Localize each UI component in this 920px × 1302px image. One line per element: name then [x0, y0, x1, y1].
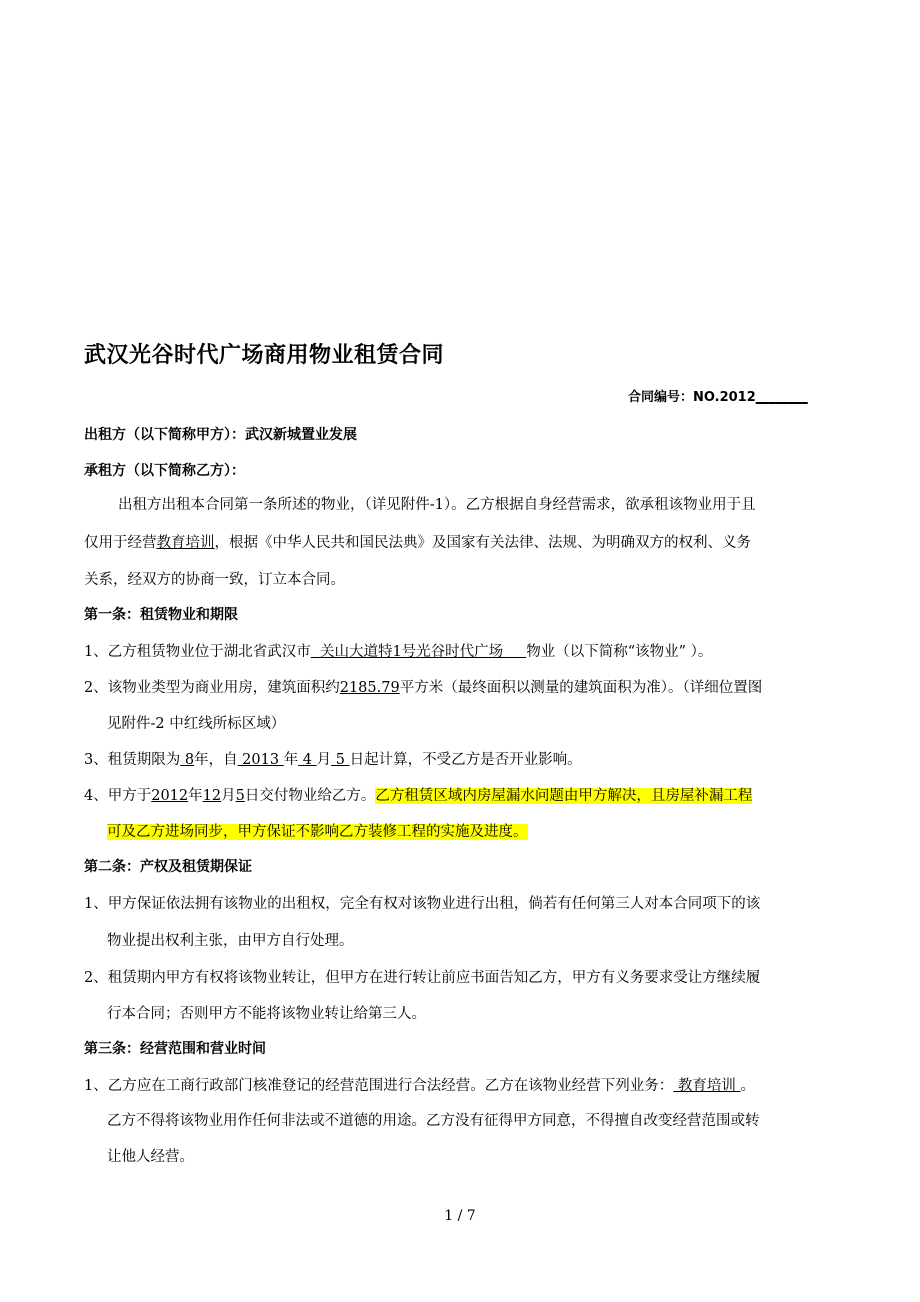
clause-text: 。 — [740, 1078, 755, 1094]
clause-text: 平方米（最终面积以测量的建筑面积为准）。（详细位置图 — [399, 680, 763, 696]
art1-clause-4 — [84, 784, 752, 805]
clause-text: 年，自 — [194, 752, 238, 768]
clause-text: 1、乙方应在工商行政部门核准登记的经营范围进行合法经营。乙方在该物业经营下列业务： — [84, 1078, 674, 1094]
art1-clause-4-cont — [107, 820, 528, 841]
lessor-line: 出租方（以下简称甲方）：武汉新城置业发展 — [84, 427, 357, 443]
clause-text: 年 — [188, 788, 203, 804]
clause-text: 4、甲方于 — [84, 788, 152, 804]
art1-clause-3 — [84, 748, 582, 769]
lease-years-field: 8 — [180, 752, 195, 768]
handover-year-field: 2012 — [151, 788, 189, 804]
clause-text: 日交付物业给乙方。 — [244, 788, 376, 804]
art2-clause-1-cont: 物业提出权利主张，由甲方自行处理。 — [107, 933, 354, 949]
clause-text: 1、乙方租赁物业位于湖北省武汉市 — [84, 644, 311, 660]
start-day-field: 5 — [331, 752, 350, 768]
clause-text: 年 — [283, 752, 299, 768]
art1-clause-2-cont: 见附件-2 中红线所标区域） — [107, 716, 286, 732]
article-1-heading: 第一条：租赁物业和期限 — [84, 607, 238, 623]
business-scope-field: 教育培训 — [156, 535, 215, 551]
business-items-field: 教育培训 — [673, 1078, 741, 1094]
intro-text: ，根据《中华人民共和国民法典》及国家有关法律、法规、为明确双方的权利、义务 — [214, 535, 751, 551]
clause-text: 2、该物业类型为商业用房，建筑面积约 — [84, 680, 340, 696]
start-year-field: 2013 — [237, 752, 284, 768]
clause-text: 3、租赁期限为 — [84, 752, 181, 768]
art3-clause-1 — [84, 1074, 755, 1095]
start-month-field: 4 — [298, 752, 317, 768]
article-2-heading: 第二条：产权及租赁期保证 — [84, 859, 252, 875]
art1-clause-2 — [84, 676, 762, 697]
clause-text: 月 — [316, 752, 332, 768]
art3-clause-1-cont2: 让他人经营。 — [107, 1149, 194, 1165]
page-number: 1 / 7 — [444, 1208, 476, 1224]
highlighted-clause-text: 乙方租赁区域内房屋漏水问题由甲方解决，且房屋补漏工程 — [375, 788, 753, 804]
contract-number-blank: ________ — [755, 390, 808, 405]
document-title: 武汉光谷时代广场商用物业租赁合同 — [84, 343, 445, 368]
intro-line-1: 出租方出租本合同第一条所述的物业，（详见附件-1）。乙方根据自身经营需求，欲承租该物业用于且 — [118, 497, 756, 513]
article-3-heading: 第三条：经营范围和营业时间 — [84, 1041, 266, 1057]
clause-text: 月 — [221, 788, 236, 804]
clause-text: 日起计算，不受乙方是否开业影响。 — [349, 752, 582, 768]
art2-clause-2: 2、租赁期内甲方有权将该物业转让，但甲方在进行转让前应书面告知乙方，甲方有义务要求受让方继续履 — [84, 970, 761, 986]
intro-line-2 — [84, 531, 751, 552]
highlighted-clause-text: 可及乙方进场同步，甲方保证不影响乙方装修工程的实施及进度。 — [107, 824, 528, 840]
art2-clause-2-cont: 行本合同；否则甲方不能将该物业转让给第三人。 — [107, 1006, 426, 1022]
contract-number-label: 合同编号：NO.2012 — [628, 390, 756, 405]
handover-day-field: 5 — [235, 788, 245, 804]
clause-text: 物业（以下简称“该物业” ）。 — [526, 644, 713, 660]
contract-number — [628, 386, 808, 405]
intro-text: 仅用于经营 — [84, 535, 157, 551]
area-field: 2185.79 — [339, 680, 400, 696]
property-address-field: 关山大道特1号光谷时代广场 — [310, 644, 527, 660]
art3-clause-1-cont: 乙方不得将该物业用作任何非法或不道德的用途。乙方没有征得甲方同意，不得擅自改变经营范围或转 — [107, 1113, 760, 1129]
intro-line-3: 关系，经双方的协商一致，订立本合同。 — [84, 572, 345, 588]
art1-clause-1 — [84, 640, 712, 661]
art2-clause-1: 1、甲方保证依法拥有该物业的出租权，完全有权对该物业进行出租，倘若有任何第三人对本合同项下的该 — [84, 896, 761, 912]
handover-month-field: 12 — [202, 788, 222, 804]
lessee-line: 承租方（以下简称乙方）： — [84, 463, 245, 479]
